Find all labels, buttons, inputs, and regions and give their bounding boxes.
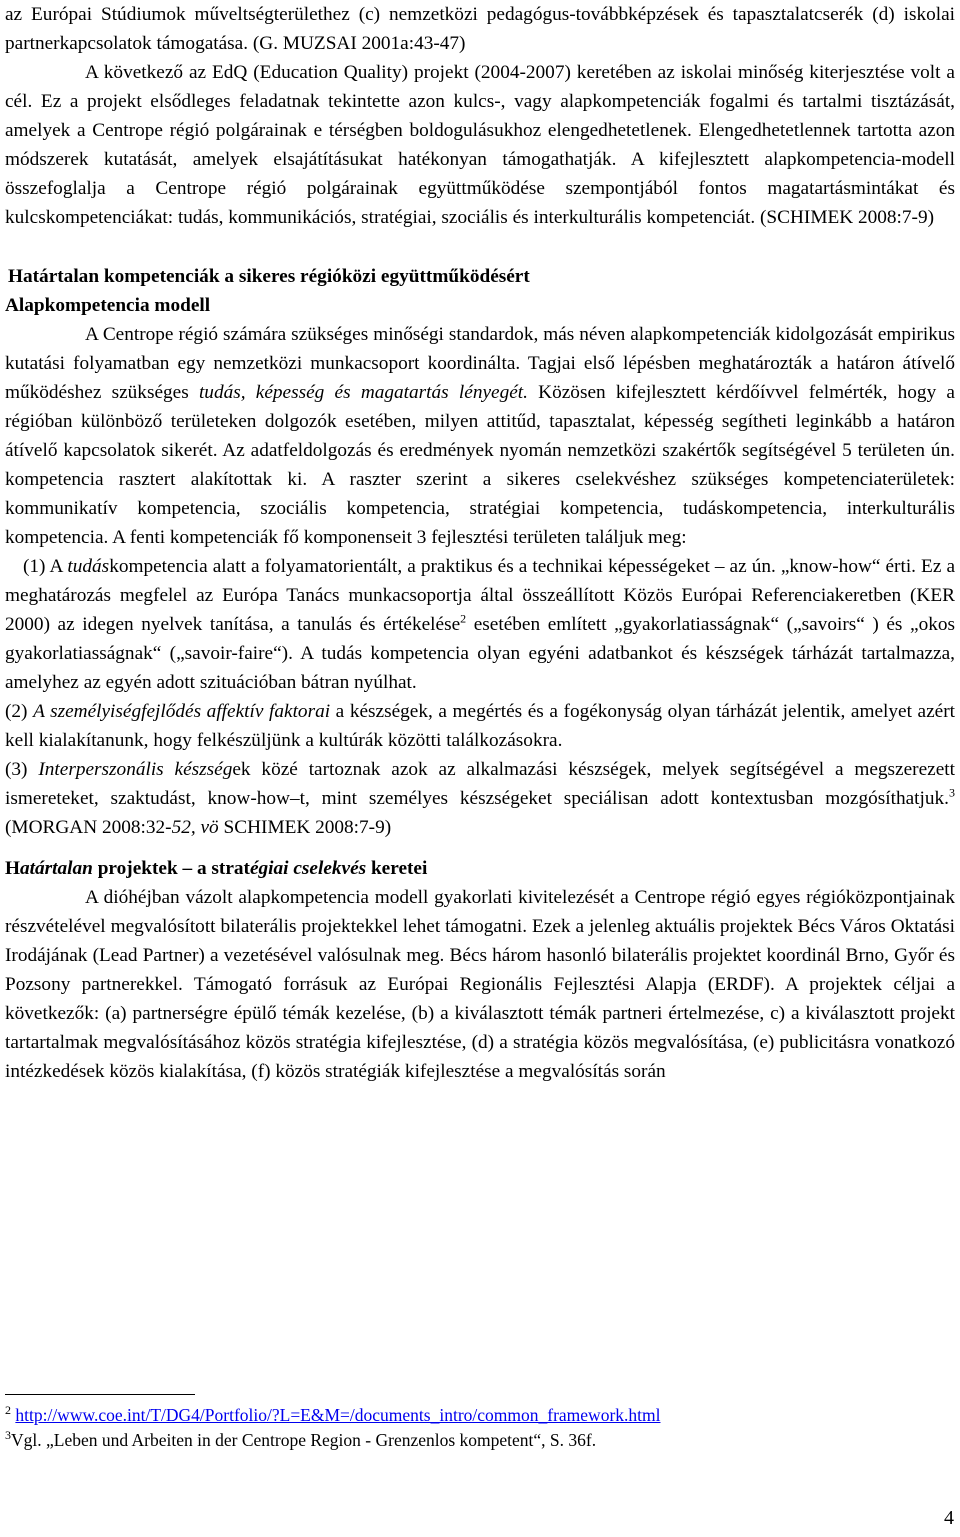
text-run: a készségek, a megértés és a fogékonyság olyan tárházát jelentik, amelyet azért kell kialakítanunk, hogy felkészüljünk a kultúrák közötti találkozásokra. [5, 701, 955, 751]
italic-run: égiai cselekvés [249, 858, 367, 879]
paragraph-bilateral-projects: A dióhéjban vázolt alapkompetencia modell gyakorlati kivitelezését a Centrope régió egyes régióközpontjainak részvételével megvalósított bilaterális projektekkel lehet támogatni. Ezek a jelenleg aktuális projektek Bécs Város Oktatási Irodájának (Lead Partner) a vezetésével valósulnak meg. Bécs három hasonló bilaterális projektet koordinál Brno, Győr és Pozsony partnerekkel. Támogató forrásuk az Európai Regionális Fejlesztési Alapja (ERDF). A projektek céljai a következők: (a) partnerségre épülő témák kezelése, (b) a kiválasztott témák partneri értelmezése, c) a kiválasztott projekt tartartalmak megvalósításához közös stratégia kifejlesztése, (d) a stratégia közös megvalósítása, (e) publicitásra vonatkozó intézkedések közös kialakítása, (f) közös stratégiák kifejlesztése a megvalósítás során [5, 887, 955, 1082]
section-heading-projects [5, 854, 955, 883]
section-heading-competencies: Határtalan kompetenciák a sikeres régióközi együttműködésért [8, 266, 530, 287]
footnote-number: 3 [5, 1428, 11, 1443]
text-run: ek közé tartoznak azok az alkalmazási készségek, melyek segítségével a megszerezett ismereteket, szaktudást, know-how–t, mint személyes készségeket speciálisan adott kontextusban mozgósíthatjuk. [5, 759, 955, 809]
text-run: Közösen kifejlesztett kérdőívvel felmérték, hogy a régióban különböző területeken dolgozók esetében, milyen attitűd, tapasztalat, képesség segítheti leginkább a határon átívelő kapcsolatok sikerét. Az adatfeldolgozás és eredmények nyomán nemzetközi szakértők segítségével 5 területen ún. kompetencia rasztert alakítottak ki. A raszter szerint a sikeres cselekvéshez szükséges kompetenciaterületek: kommunikatív kompetencia, szociális kompetencia, stratégiai kompetencia, tudáskompetencia, interkulturális kompetencia. A fenti kompetenciák fő komponenseit 3 fejlesztési területen találjuk meg: [5, 382, 955, 548]
italic-run: 52, vö [171, 817, 219, 838]
italic-run: tudás, képesség és magatartás lényegét. [198, 382, 528, 403]
text-run: esetében említett „gyakorlatiasságnak“ („savoirs“ ) és „okos gyakorlatiasságnak“ („savoir-faire“). A tudás kompetencia olyan egyéni adatbankot és készségek tárházát tartalmazza, amelyhez az egyén adott szituációban bátran nyúlhat. [5, 614, 956, 693]
footnote-2 [5, 1403, 955, 1428]
italic-run: A személyiségfejlődés affektív faktorai [33, 701, 331, 722]
footnotes [5, 1394, 955, 1453]
paragraph-edq-project: A következő az EdQ (Education Quality) projekt (2004-2007) keretében az iskolai minőség kiterjesztése volt a cél. Ez a projekt elsődleges feladatnak tekintette azon kulcs-, vagy alapkompetenciák fogalmi és tartalmi tisztázását, amelyek a Centrope régió polgárainak e térségben boldogulásukhoz elengedhetetlenek. Elengedhetetlennek tartotta azon módszerek kutatását, amelyek elsajátításukat hatékonyan támogathatják. A kifejlesztett alapkompetencia-modell összefoglalja a Centrope régió polgárainak együttműködése szempontjából fontos magatartásmintákat és kulcskompetenciákat: tudás, kommunikációs, stratégiai, szociális és interkulturális kompetenciát. (SCHIMEK 2008:7-9) [5, 62, 955, 228]
text-run: (2) [5, 701, 34, 722]
footnote-divider [5, 1394, 195, 1395]
footnote-link[interactable]: http://www.coe.int/T/DG4/Portfolio/?L=E&M=/documents_intro/common_framework.html [15, 1405, 661, 1425]
footnote-text: Vgl. „Leben und Arbeiten in der Centrope Region - Grenzenlos kompetent“, S. 36f. [11, 1430, 597, 1450]
list-item-affective-factors [5, 697, 955, 755]
subsection-heading-model: Alapkompetencia modell [5, 295, 211, 316]
text-run: H [5, 858, 20, 879]
footnote-3 [5, 1428, 955, 1453]
page-number: 4 [944, 1507, 954, 1529]
text-run: (3) [5, 759, 39, 780]
text-run: projektek – a strat [92, 858, 250, 879]
italic-run: atártalan [20, 858, 93, 879]
text-run: kompetencia alatt a folyamatorientált, a praktikus és a technikai képességeket – az ún. „know-how“ érti. Ez a meghatározás megfelel az Európa Tanács munkacsoportja által összeállított Közös Európai Referenciakeretben (KER 2000) az idegen nyelvek tanítása, a tanulás és értékelése [5, 556, 955, 635]
text-run: SCHIMEK 2008:7-9) [218, 817, 392, 838]
footnote-ref-3[interactable]: 3 [949, 785, 955, 800]
list-item-interpersonal-skills [5, 755, 955, 842]
footnote-ref-2[interactable]: 2 [460, 611, 467, 626]
italic-run: tudás [67, 556, 110, 577]
footnote-number: 2 [5, 1403, 11, 1418]
paragraph-basic-competence-model [5, 320, 955, 552]
list-item-knowledge-competence [5, 552, 955, 697]
text-run: A Centrope régió számára szükséges minőségi standardok, más néven alapkompetenciák kidolgozását empirikus kutatási folyamatban egy nemzetközi munkacsoport koordinálta. Tagjai első lépésben meghatározták a határon átívelő működéshez szükséges [5, 324, 955, 403]
text-run: (1) A [23, 556, 68, 577]
italic-run: Interperszonális készség [38, 759, 233, 780]
paragraph-intro-continuation: az Európai Stúdiumok műveltségterülethez (c) nemzetközi pedagógus-továbbképzések és tapasztalatcserék (d) iskolai partnerkapcsolatok támogatása. (G. MUZSAI 2001a:43-47) [5, 4, 955, 54]
text-run: keretei [366, 858, 428, 879]
text-run: (MORGAN 2008:32- [5, 817, 172, 838]
